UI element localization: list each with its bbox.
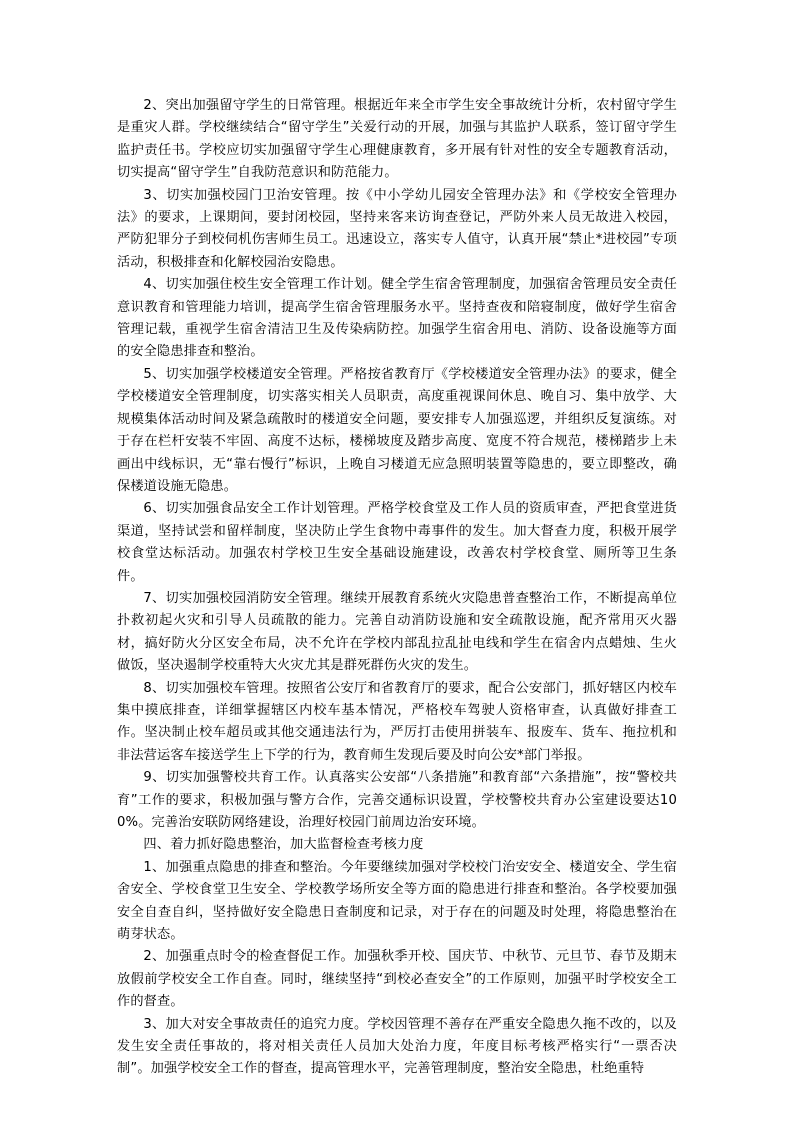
section-heading-hazard-rectification: 四、着力抓好隐患整治，加大监督检查考核力度 [143, 837, 424, 853]
document-body [117, 95, 677, 1081]
paragraph-school-bus: 8、切实加强校车管理。按照省公安厅和省教育厅的要求，配合公安部门，抓好辖区内校车集中摸底排查，详细掌握辖区内校车基本情况，严格校车驾驶人资格审查，认真做好排查工作。坚决制止校车超员或其他交通违法行为，严厉打击使用拼装车、报废车、货车、拖拉机和非法营运客车接送学生上下学的行为，教育师生发现后要及时向公安*部门举报。 [117, 680, 677, 763]
paragraph-key-hazard-inspection: 1、加强重点隐患的排查和整治。今年要继续加强对学校校门治安安全、楼道安全、学生宿舍安全、学校食堂卫生安全、学校教学场所安全等方面的隐患进行排查和整治。各学校要加强安全自查自纠，坚持做好安全隐患日查制度和记录，对于存在的问题及时处理，将隐患整治在萌芽状态。 [117, 859, 677, 943]
paragraph-police-school-cooperation: 9、切实加强警校共育工作。认真落实公安部“八条措施”和教育部“六条措施”，按“警校共育”工作的要求，积极加强与警方合作，完善交通标识设置，学校警校共育办公室建设要达100%。完善治安联防网络建设，治理好校园门前周边治安环境。 [117, 770, 677, 830]
paragraph-seasonal-inspection: 2、加强重点时令的检查督促工作。加强秋季开校、国庆节、中秋节、元旦节、春节及期末放假前学校安全工作自查。同时，继续坚持“到校必查安全”的工作原则，加强平时学校安全工作的督查。 [117, 949, 677, 1010]
paragraph-accountability: 3、加大对安全事故责任的追究力度。学校因管理不善存在严重安全隐患久拖不改的，以及发生安全责任事故的，将对相关责任人员加大处治力度，年度目标考核严格实行“一票否决制”。加强学校安全工作的督查，提高管理水平，完善管理制度，整治安全隐患，杜绝重特 [117, 1016, 677, 1077]
paragraph-campus-gate-security: 3、切实加强校园门卫治安管理。按《中小学幼儿园安全管理办法》和《学校安全管理办法》的要求，上课期间，要封闭校园，坚持来客来访询查登记，严防外来人员无故进入校园，严防犯罪分子到校伺机伤害师生员工。迅速设立，落实专人值守，认真开展“禁止*进校园”专项活动，积极排查和化解校园治安隐患。 [117, 187, 677, 270]
paragraph-food-safety: 6、切实加强食品安全工作计划管理。严格学校食堂及工作人员的资质审查，严把食堂进货渠道，坚持试尝和留样制度，坚决防止学生食物中毒事件的发生。加大督查力度，积极开展学校食堂达标活动。加强农村学校卫生安全基础设施建设，改善农村学校食堂、厕所等卫生条件。 [117, 501, 677, 584]
paragraph-stairway-safety: 5、切实加强学校楼道安全管理。严格按省教育厅《学校楼道安全管理办法》的要求，健全学校楼道安全管理制度，切实落实相关人员职责，高度重视课间休息、晚自习、集中放学、大规模集体活动时间及紧急疏散时的楼道安全问题，要安排专人加强巡逻，并组织反复演练。对于存在栏杆安装不牢固、高度不达标，楼梯坡度及踏步高度、宽度不符合规范，楼梯踏步上未画出中线标识，无“靠右慢行”标识，上晚自习楼道无应急照明装置等隐患的，要立即整改，确保楼道设施无隐患。 [117, 366, 677, 494]
paragraph-boarding-students: 4、切实加强住校生安全管理工作计划。健全学生宿舍管理制度，加强宿舍管理员安全责任意识教育和管理能力培训，提高学生宿舍管理服务水平。坚持查夜和陪寝制度，做好学生宿舍管理记载，重视学生宿舍清洁卫生及传染病防控。加强学生宿舍用电、消防、设备设施等方面的安全隐患排查和整治。 [117, 277, 677, 360]
paragraph-left-behind-students: 2、突出加强留守学生的日常管理。根据近年来全市学生安全事故统计分析，农村留守学生是重灾人群。学校继续结合“留守学生”关爱行动的开展，加强与其监护人联系，签订留守学生监护责任书。学校应切实加强留守学生心理健康教育，多开展有针对性的安全专题教育活动，切实提高“留守学生”自我防范意识和防范能力。 [117, 98, 677, 181]
paragraph-fire-safety: 7、切实加强校园消防安全管理。继续开展教育系统火灾隐患普查整治工作，不断提高单位扑救初起火灾和引导人员疏散的能力。完善自动消防设施和安全疏散设施，配齐常用灭火器材，搞好防火分区安全布局，决不允许在学校内部乱拉乱扯电线和学生在宿舍内点蜡烛、生火做饭，坚决遏制学校重特大火灾尤其是群死群伤火灾的发生。 [117, 590, 677, 674]
